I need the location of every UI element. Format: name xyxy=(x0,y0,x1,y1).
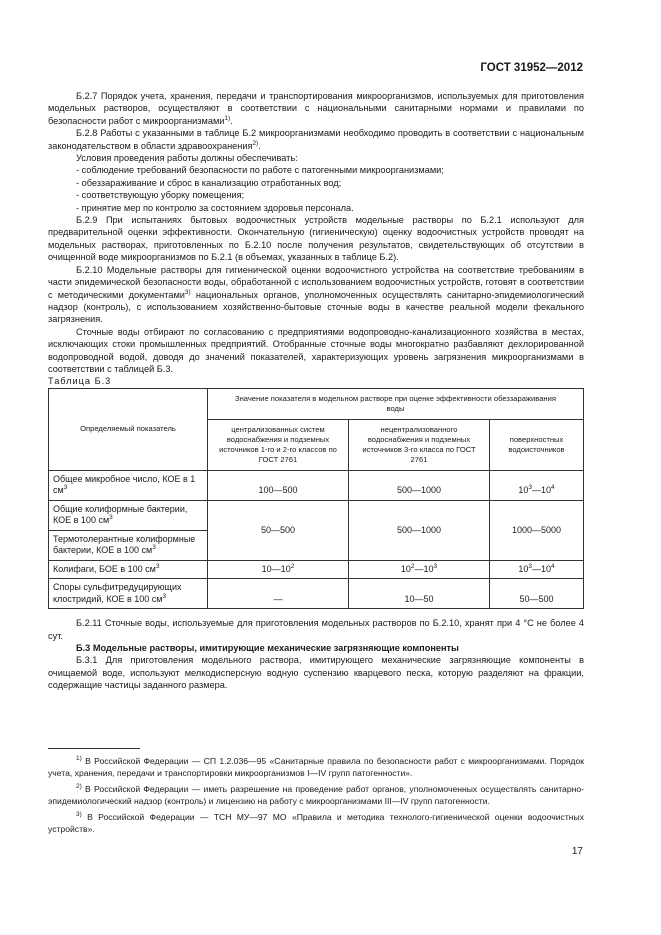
paragraph-b210: Б.2.10 Модельные растворы для гигиенической оценки водоочистного устройства на соответствие требованиям в части эпидемической безопасности воды, обработанной с использованием водоочистных устройств, готовят в соответствии с методическими документами$^{3)}$ национальных органов, уполномоченных осуществлять санитарно-эпидемиологический надзор (контроль), с использованием хозяйственно-бытовые сточные воды в качестве реальной модели фекального загрязнения. xyxy=(48,264,584,325)
condition-item: - обеззараживание и сброс в канализацию отработанных вод; xyxy=(76,177,342,188)
col-header-group: Значение показателя в модельном растворе при оценке эффективности обеззараживания воды xyxy=(208,388,584,419)
paragraph-b27: Б.2.7 Порядок учета, хранения, передачи и транспортирования микроорганизмов, используемых для приготовления модельных растворов, осуществляют в соответствии с национальными санитарными нормами и правилами по безопасности работ с микроорганизмами$^{1)}$. xyxy=(48,91,584,126)
table-b3 xyxy=(48,388,584,610)
table-cell: 100—500 xyxy=(208,470,349,500)
condition-item: - соблюдение требований безопасности по работе с патогенными микроорганизмами; xyxy=(76,165,444,176)
col-header-centralized: централизованных систем водоснабжения и подземных источников 1-го и 2-го классов по ГОСТ 2761 xyxy=(208,419,349,470)
footnote-divider xyxy=(48,748,140,749)
paragraph-waste-water: Сточные воды отбирают по согласованию с предприятиями водопроводно-канализационного хозяйства в местах, исключающих стоки промышленных предприятий. Отобранные сточные воды многократно разбавляют дехлорированной водопроводной водой, доводя до значений показателей, характеризующих уровень загрязнения микроорганизмами в соответствии с таблицей Б.3. xyxy=(48,326,584,374)
paragraph-b28: Б.2.8 Работы с указанными в таблице Б.2 микроорганизмами необходимо проводить в соответствии с национальным законодательством в области здравоохранения$^{2)}$. xyxy=(48,128,584,151)
paragraph-b211: Б.2.11 Сточные воды, используемые для приготовления модельных растворов по Б.2.10, хранят при 4 °С не более 4 сут. xyxy=(48,618,584,641)
table-row xyxy=(49,500,584,530)
footnote-ref-1: 1) xyxy=(224,114,231,122)
footnotes xyxy=(48,748,584,839)
condition-item: - соответствующую уборку помещения; xyxy=(76,190,245,201)
table-cell: 50—500 xyxy=(208,500,349,560)
footnote-2: $^{2)}$ В Российской Федерации — иметь разрешение на проведение работ органов, уполномоченных осуществлять санитарно-эпидемиологический надзор (контроль) и лицензию на работу с микроорганизмами III—IV групп патогенности. xyxy=(48,783,584,806)
document-header: ГОСТ 31952—2012 xyxy=(480,62,583,74)
table-cell: 500—1000 xyxy=(349,470,490,500)
table-row xyxy=(49,470,584,500)
col-header-indicator: Определяемый показатель xyxy=(49,388,208,470)
table-cell: $10—10^2$ xyxy=(208,560,349,579)
table-cell: $10^3—10^4$ xyxy=(490,560,584,579)
conditions-intro: Условия проведения работы должны обеспечивать: xyxy=(76,153,298,164)
row-label: Термотолерантные колиформные бактерии, КОЕ в 100 $см^3$ xyxy=(49,530,208,560)
col-header-decentralized: нецентрализованного водоснабжения и подземных источников 3-го класса по ГОСТ 2761 xyxy=(349,419,490,470)
document-body xyxy=(48,90,584,692)
table-cell: $10^3—10^4$ xyxy=(490,470,584,500)
footnote-ref-2: 2) xyxy=(252,139,259,147)
table-cell: $10^2—10^3$ xyxy=(349,560,490,579)
footnote-3: $^{3)}$ В Российской Федерации — ТСН МУ—97 МО «Правила и методика технолого-гигиенической оценки водоочистных устройств». xyxy=(48,811,584,834)
paragraph-b29: Б.2.9 При испытаниях бытовых водоочистных устройств модельные растворы по Б.2.1 используют для предварительной оценки эффективности. Окончательную (гигиеническую) оценку водоочистных устройств проводят на модельных растворах, приготовленных по Б.2.10 после получения результатов, свидетельствующих об отсутствии в очищенной воде микроорганизмов по Б.2.1 (в объемах, указанных в таблице Б.2). xyxy=(48,215,584,263)
page-number: 17 xyxy=(571,846,583,857)
row-label: Колифаги, БОЕ в 100 $см^3$ xyxy=(49,560,208,579)
table-caption: Таблица Б.3 xyxy=(48,376,112,387)
condition-item: - принятие мер по контролю за состоянием здоровья персонала. xyxy=(76,202,354,213)
row-label: Общие колиформные бактерии, КОЕ в 100 $см^3$ xyxy=(49,500,208,530)
table-cell: 1000—5000 xyxy=(490,500,584,560)
section-heading-b3: Б.3 Модельные растворы, имитирующие механические загрязняющие компоненты xyxy=(76,643,459,654)
col-header-surface: поверхностных водоисточников xyxy=(490,419,584,470)
table-row xyxy=(49,579,584,609)
table-cell: 500—1000 xyxy=(349,500,490,560)
footnote-1: $^{1)}$ В Российской Федерации — СП 1.2.036—95 «Санитарные правила по безопасности работ с микроорганизмами. Порядок учета, хранения, передачи и транспортировки микроорганизмов I—IV групп патогенности». xyxy=(48,755,584,778)
paragraph-b31: Б.3.1 Для приготовления модельного раствора, имитирующего механические загрязняющие компоненты в очищаемой воде, используют мелкодисперсную водную суспензию кварцевого песка, которую разделяют на фракции, содержащие частицы заданного размера. xyxy=(48,655,584,691)
table-cell: 10—50 xyxy=(349,579,490,609)
row-label: Споры сульфитредуцирующих клостридий, КОЕ в 100 $см^3$ xyxy=(49,579,208,609)
table-cell: 50—500 xyxy=(490,579,584,609)
row-label: Общее микробное число, КОЕ в 1 $см^3$ xyxy=(49,470,208,500)
footnote-ref-3: 3) xyxy=(184,288,191,296)
table-cell: — xyxy=(208,579,349,609)
table-row xyxy=(49,560,584,579)
